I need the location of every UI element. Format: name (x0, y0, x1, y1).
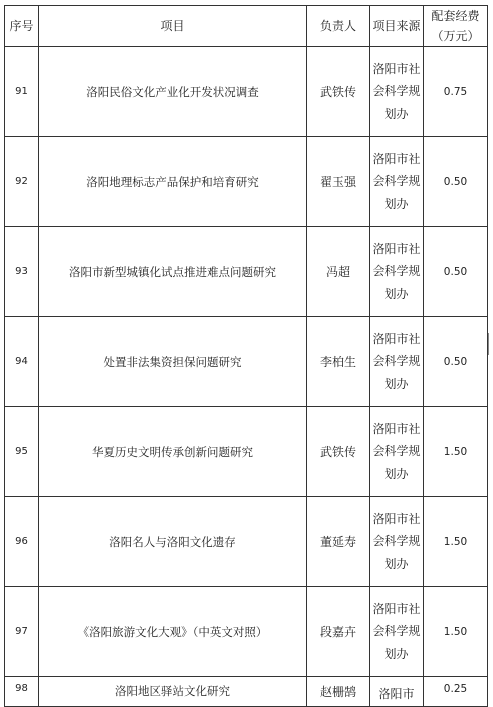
cell-index: 96 (5, 497, 39, 587)
cell-source: 洛阳市 (370, 677, 424, 707)
cell-source: 洛阳市社会科学规划办 (370, 587, 424, 677)
table-row (5, 407, 488, 497)
cell-person: 赵栅鹄 (307, 677, 370, 707)
table-row (5, 497, 488, 587)
cell-index: 91 (5, 47, 39, 137)
header-fund: 配套经费（万元） (424, 6, 488, 47)
table-row (5, 317, 488, 407)
cell-index: 94 (5, 317, 39, 407)
cell-fund: 0.25 (424, 677, 488, 707)
cell-project: 洛阳地理标志产品保护和培育研究 (39, 137, 307, 227)
cell-fund: 1.50 (424, 587, 488, 677)
cell-source: 洛阳市社会科学规划办 (370, 47, 424, 137)
header-row (5, 6, 488, 47)
cell-person: 武铁传 (307, 47, 370, 137)
cell-person: 武铁传 (307, 407, 370, 497)
cell-project: 《洛阳旅游文化大观》（中英文对照） (39, 587, 307, 677)
table-row (5, 227, 488, 317)
cell-index: 92 (5, 137, 39, 227)
cell-project: 处置非法集资担保问题研究 (39, 317, 307, 407)
cell-fund: 0.75 (424, 47, 488, 137)
cell-person: 董延寿 (307, 497, 370, 587)
cell-index: 97 (5, 587, 39, 677)
cell-person: 翟玉强 (307, 137, 370, 227)
table-row (5, 677, 488, 707)
cell-fund: 1.50 (424, 497, 488, 587)
header-source: 项目来源 (370, 6, 424, 47)
cell-project: 洛阳市新型城镇化试点推进难点问题研究 (39, 227, 307, 317)
cell-source: 洛阳市社会科学规划办 (370, 497, 424, 587)
cell-source: 洛阳市社会科学规划办 (370, 407, 424, 497)
project-table (4, 5, 488, 707)
cell-project: 洛阳名人与洛阳文化遗存 (39, 497, 307, 587)
cell-source: 洛阳市社会科学规划办 (370, 137, 424, 227)
cell-person: 段嘉卉 (307, 587, 370, 677)
cell-project: 洛阳地区驿站文化研究 (39, 677, 307, 707)
scrollbar-edge[interactable] (488, 333, 493, 355)
table-row (5, 47, 488, 137)
cell-fund: 1.50 (424, 407, 488, 497)
table-row (5, 137, 488, 227)
cell-index: 98 (5, 677, 39, 707)
cell-person: 冯超 (307, 227, 370, 317)
cell-fund: 0.50 (424, 227, 488, 317)
cell-project: 洛阳民俗文化产业化开发状况调查 (39, 47, 307, 137)
cell-person: 李柏生 (307, 317, 370, 407)
cell-project: 华夏历史文明传承创新问题研究 (39, 407, 307, 497)
cell-source: 洛阳市社会科学规划办 (370, 227, 424, 317)
cell-index: 93 (5, 227, 39, 317)
header-person: 负责人 (307, 6, 370, 47)
cell-index: 95 (5, 407, 39, 497)
cell-source: 洛阳市社会科学规划办 (370, 317, 424, 407)
table-row (5, 587, 488, 677)
header-project: 项目 (39, 6, 307, 47)
cell-fund: 0.50 (424, 137, 488, 227)
cell-fund: 0.50 (424, 317, 488, 407)
header-index: 序号 (5, 6, 39, 47)
